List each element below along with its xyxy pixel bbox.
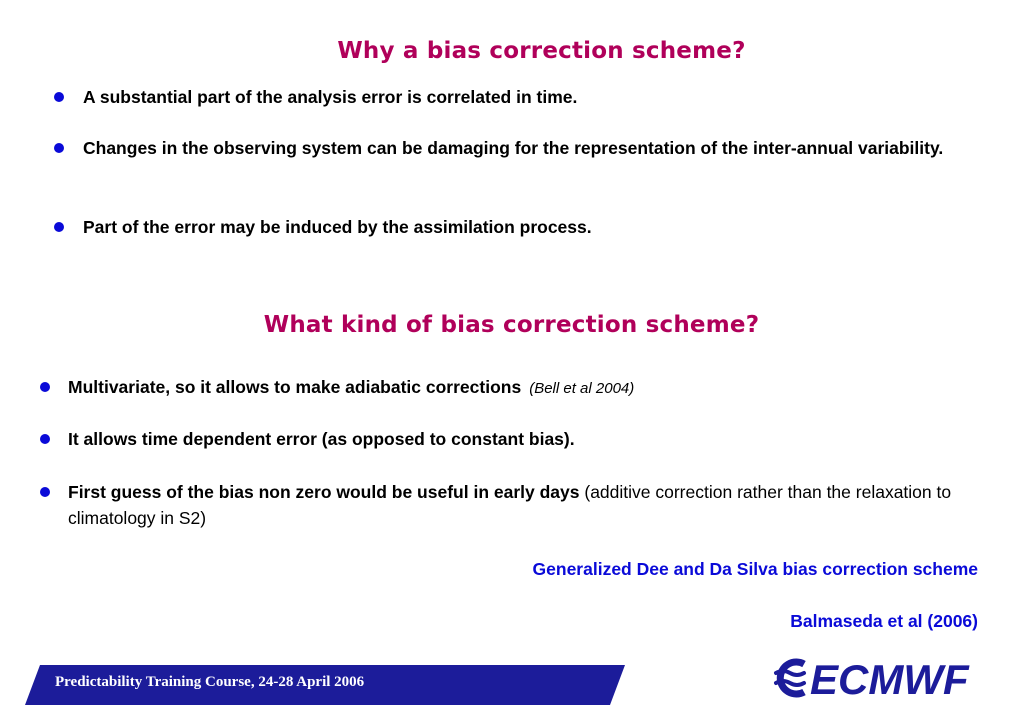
reference: Balmaseda et al (2006) <box>790 611 978 631</box>
section1-title: Why a bias correction scheme? <box>337 38 746 64</box>
scheme-note: Generalized Dee and Da Silva bias correction scheme <box>532 559 978 579</box>
bullet-dot-icon <box>40 382 50 392</box>
section2-bullet-1 <box>68 374 988 402</box>
section1-bullet-3: Part of the error may be induced by the assimilation process. <box>83 217 592 237</box>
bullet-dot-icon <box>40 434 50 444</box>
bullet-dot-icon <box>54 143 64 153</box>
section2-bullet-2: It allows time dependent error (as opposed to constant bias). <box>68 429 575 449</box>
bullet-dot-icon <box>54 92 64 102</box>
bullet-dot-icon <box>40 487 50 497</box>
section1-bullet-2: Changes in the observing system can be damaging for the representation of the inter-annual variability. <box>83 138 944 158</box>
bullet-text-normal: (additive correction rather than the relaxation to climatology in S2) <box>68 482 952 528</box>
bullet-text: Multivariate, so it allows to make adiabatic corrections <box>68 377 522 397</box>
section1-bullet-1: A substantial part of the analysis error is correlated in time. <box>83 87 578 107</box>
logo-text: ECMWF <box>810 656 969 700</box>
bullet-dot-icon <box>54 222 64 232</box>
section2-title: What kind of bias correction scheme? <box>263 312 760 338</box>
ecmwf-logo <box>770 656 990 700</box>
citation: (Bell et al 2004) <box>529 380 635 397</box>
bullet-text: First guess of the bias non zero would be useful in early days <box>68 482 580 502</box>
footer-course-text: Predictability Training Course, 24-28 April 2006 <box>55 674 365 690</box>
section2-bullet-3 <box>68 479 988 531</box>
